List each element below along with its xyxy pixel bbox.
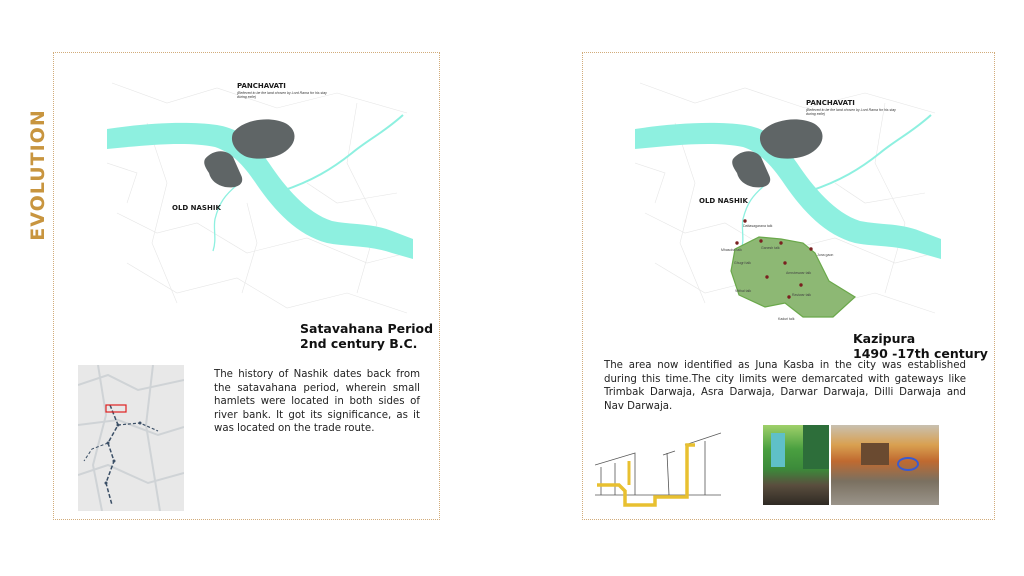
panchavati-note: (Believed to be the land chosen by Lord Rama for his stay during exile) — [806, 108, 896, 116]
kazipura-area — [731, 237, 855, 317]
point-label: Dattasagarana talk — [743, 224, 773, 228]
panchavati-label: PANCHAVATI — [237, 82, 286, 90]
point-label: Vitthal talk — [735, 289, 752, 293]
point-label: Ghugri talk — [734, 261, 751, 265]
period-title: Kazipura — [853, 331, 916, 346]
street-section-sketch — [595, 425, 721, 511]
point-label: Amruteswar talk — [786, 271, 812, 275]
panchavati-note: (Believed to be the land chosen by Lord Rama for his stay during exile) — [237, 91, 327, 99]
point-label: Ganesh talk — [761, 246, 780, 250]
period-description: The area now identified as Juna Kasba in the city was established during this time.The city limits were demarcated with gateways like Trimbak Darwaja, Asra Darwaja, Darwar Darwaja, Dilli Darwaja and Nav Darwaja. — [604, 360, 966, 412]
house-facade — [803, 425, 829, 469]
house-facade — [771, 433, 785, 467]
point-label: Mhasoba talk — [721, 248, 742, 252]
period-heading — [853, 331, 988, 361]
point-label: Juna gaon — [817, 253, 834, 257]
street-texture — [107, 83, 407, 313]
kazipura-map — [635, 63, 941, 323]
street-photo-2 — [831, 425, 939, 505]
period-subtitle: 1490 -17th century — [853, 346, 988, 361]
doorway — [861, 443, 889, 465]
tributary-north — [810, 115, 931, 191]
point-label: Kaduri talk — [778, 317, 795, 321]
street-photo-1 — [763, 425, 829, 505]
panchavati-label: PANCHAVATI — [806, 99, 855, 107]
old-nashik-label: OLD NASHIK — [699, 197, 748, 205]
water-tank — [897, 457, 919, 471]
satavahana-map — [107, 63, 413, 323]
section-title: EVOLUTION — [27, 108, 49, 241]
period-heading — [300, 321, 433, 351]
period-description: The history of Nashik dates back from the satavahana period, wherein small hamlets were located in both sides of river bank. It got its significance, as it was located on the trade route. — [214, 369, 420, 434]
period-subtitle: 2nd century B.C. — [300, 336, 418, 351]
old-nashik-label: OLD NASHIK — [172, 204, 221, 212]
tributary-north — [282, 115, 403, 191]
panchavati-hamlet — [232, 119, 295, 158]
satavahana-panel — [53, 52, 440, 520]
panchavati-hamlet — [760, 119, 823, 158]
regional-route-map — [78, 365, 184, 511]
point-label: Raviwar talk — [792, 293, 812, 297]
kazipura-panel — [582, 52, 995, 520]
period-title: Satavahana Period — [300, 321, 434, 336]
tributary-south — [213, 185, 237, 251]
